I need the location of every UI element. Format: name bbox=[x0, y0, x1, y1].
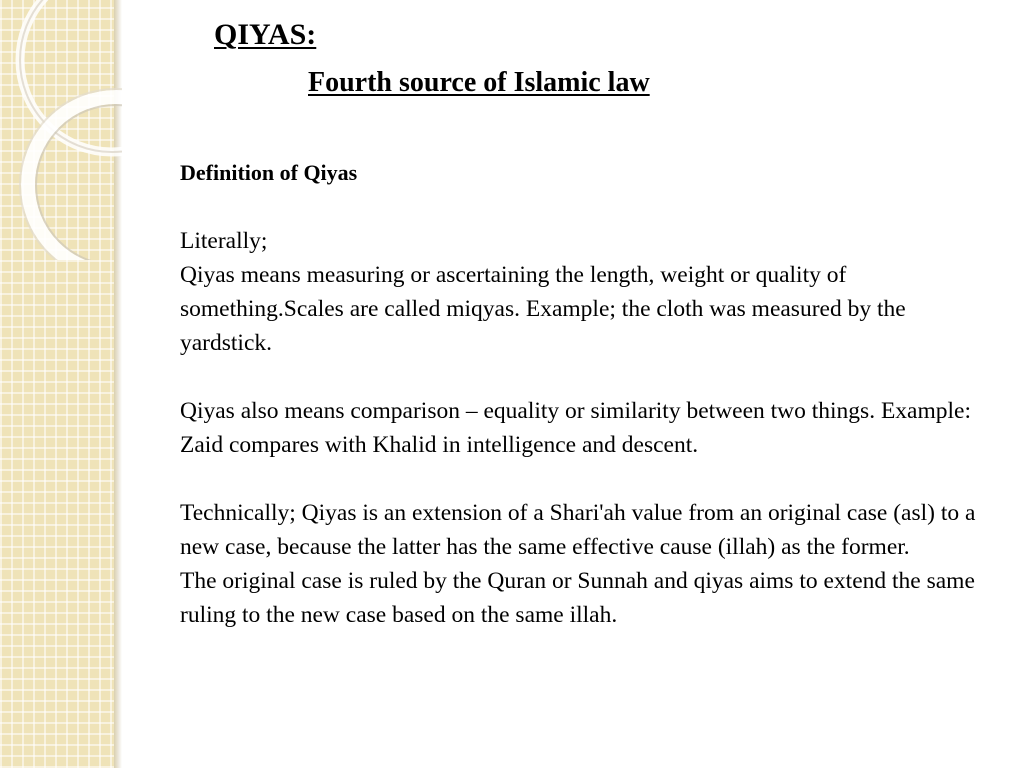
technical-paragraph: Technically; Qiyas is an extension of a Shari'ah value from an original case (asl) to a new case, because the latter has the same effective cause (illah) as the former. bbox=[180, 500, 976, 560]
spacer bbox=[180, 190, 1000, 224]
decorative-ring-top-outline bbox=[20, 0, 122, 152]
definition-heading: Definition of Qiyas bbox=[180, 160, 358, 185]
ruling-paragraph: The original case is ruled by the Quran or Sunnah and qiyas aims to extend the same ruling to the new case based on the same illah. bbox=[180, 568, 975, 628]
literally-label: Literally; bbox=[180, 228, 268, 254]
comparison-paragraph: Qiyas also means comparison – equality or similarity between two things. Example: Zaid compares with Khalid in intelligence and descent. bbox=[180, 398, 972, 458]
slide-title: QIYAS: bbox=[214, 18, 317, 51]
spacer bbox=[180, 360, 1000, 394]
literally-paragraph: Qiyas means measuring or ascertaining the length, weight or quality of something.Scales are called miqyas. Example; the cloth was measured by the yardstick. bbox=[180, 262, 906, 356]
slide-subtitle: Fourth source of Islamic law bbox=[308, 67, 650, 98]
decorative-ring-top bbox=[20, 0, 122, 152]
decorative-rings bbox=[0, 0, 122, 260]
spacer bbox=[180, 462, 1000, 496]
slide-body bbox=[180, 156, 1000, 632]
